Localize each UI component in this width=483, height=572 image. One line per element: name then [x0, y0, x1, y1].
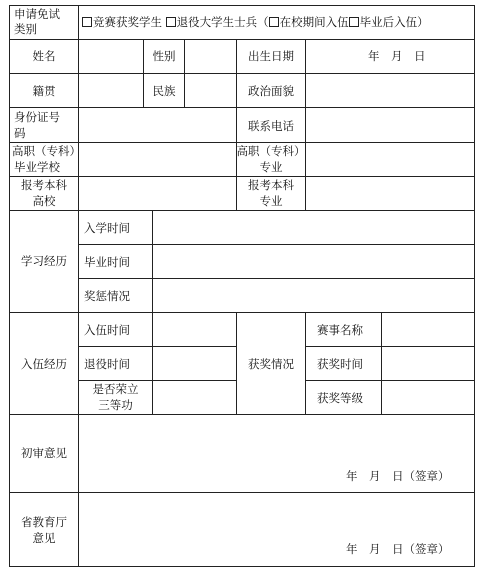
name-field[interactable] [78, 39, 144, 74]
provincial-sign-line: 年 月 日（签章） [346, 542, 450, 556]
study-history-label: 学习经历 [21, 254, 67, 268]
category-label-line2: 类别 [14, 22, 37, 36]
option-after-graduation: 毕业后入伍） [359, 15, 429, 29]
checkbox-in-school[interactable] [269, 17, 279, 27]
graduate-field[interactable] [152, 244, 475, 279]
id-label-line1: 身份证号 [14, 110, 60, 124]
phone-field[interactable] [305, 107, 475, 143]
event-name-label: 赛事名称 [317, 323, 363, 337]
awards-field[interactable] [152, 278, 475, 313]
univ-major-label-line1: 报考本科 [248, 178, 294, 192]
enroll-time-label: 入学时间 [84, 221, 130, 235]
birth-date-label: 出生日期 [248, 49, 294, 63]
univ-major-field[interactable] [305, 176, 475, 211]
provincial-label-line1: 省教育厅 [21, 515, 67, 529]
review-label: 初审意见 [21, 446, 67, 460]
major-label-line1: 高职（专科） [236, 144, 306, 158]
category-label-line1: 申请免试 [14, 7, 60, 21]
service-history-label: 入伍经历 [21, 357, 67, 371]
native-place-label: 籍贯 [32, 84, 56, 98]
discharge-field[interactable] [152, 346, 237, 381]
univ-major-label-line2: 专业 [259, 194, 283, 208]
school-label-line1: 高职（专科） [12, 144, 81, 158]
univ-label-line1: 报考本科 [21, 178, 67, 192]
award-time-label: 获奖时间 [317, 357, 363, 371]
school-field[interactable] [78, 142, 237, 177]
award-level-label: 获奖等级 [317, 391, 363, 405]
native-place-field[interactable] [78, 73, 144, 108]
id-field[interactable] [78, 107, 237, 143]
review-sign-line: 年 月 日（签章） [346, 469, 450, 483]
checkbox-veteran[interactable] [166, 17, 176, 27]
discharge-time-label: 退役时间 [84, 357, 130, 371]
gender-field[interactable] [184, 39, 237, 74]
major-label-line2: 专业 [259, 160, 283, 174]
category-options [82, 15, 429, 29]
birth-date-placeholder: 年 月 日 [368, 49, 426, 63]
awards-label: 奖惩情况 [84, 289, 130, 303]
event-field[interactable] [381, 312, 475, 347]
id-label-line2: 码 [14, 126, 26, 140]
enlist-time-label: 入伍时间 [84, 323, 130, 337]
graduate-time-label: 毕业时间 [84, 255, 130, 269]
political-status-label: 政治面貌 [248, 84, 294, 98]
option-veteran: 退役大学生士兵（ [176, 15, 269, 29]
ethnicity-field[interactable] [184, 73, 237, 108]
univ-field[interactable] [78, 176, 237, 211]
merit-field[interactable] [152, 380, 237, 415]
award-level-field[interactable] [381, 380, 475, 415]
merit-label-line2: 三等功 [98, 398, 133, 412]
univ-label-line2: 高校 [32, 194, 56, 208]
provincial-label-line2: 意见 [32, 531, 56, 545]
name-label: 姓名 [32, 49, 56, 63]
school-label-line2: 毕业学校 [14, 160, 60, 174]
provincial-label-cell [9, 492, 79, 567]
option-competition: 竞赛获奖学生 [93, 15, 162, 29]
political-field[interactable] [305, 73, 475, 108]
enlist-field[interactable] [152, 312, 237, 347]
award-status-label: 获奖情况 [248, 357, 294, 371]
major-field[interactable] [305, 142, 475, 177]
award-time-field[interactable] [381, 346, 475, 381]
checkbox-competition[interactable] [82, 17, 92, 27]
checkbox-after-graduation[interactable] [349, 17, 359, 27]
option-in-school: 在校期间入伍 [279, 15, 349, 29]
merit-label-line1: 是否荣立 [92, 382, 139, 396]
ethnicity-label: 民族 [152, 84, 176, 98]
phone-label: 联系电话 [248, 119, 294, 133]
gender-label: 性别 [152, 49, 176, 63]
enroll-field[interactable] [152, 210, 475, 245]
